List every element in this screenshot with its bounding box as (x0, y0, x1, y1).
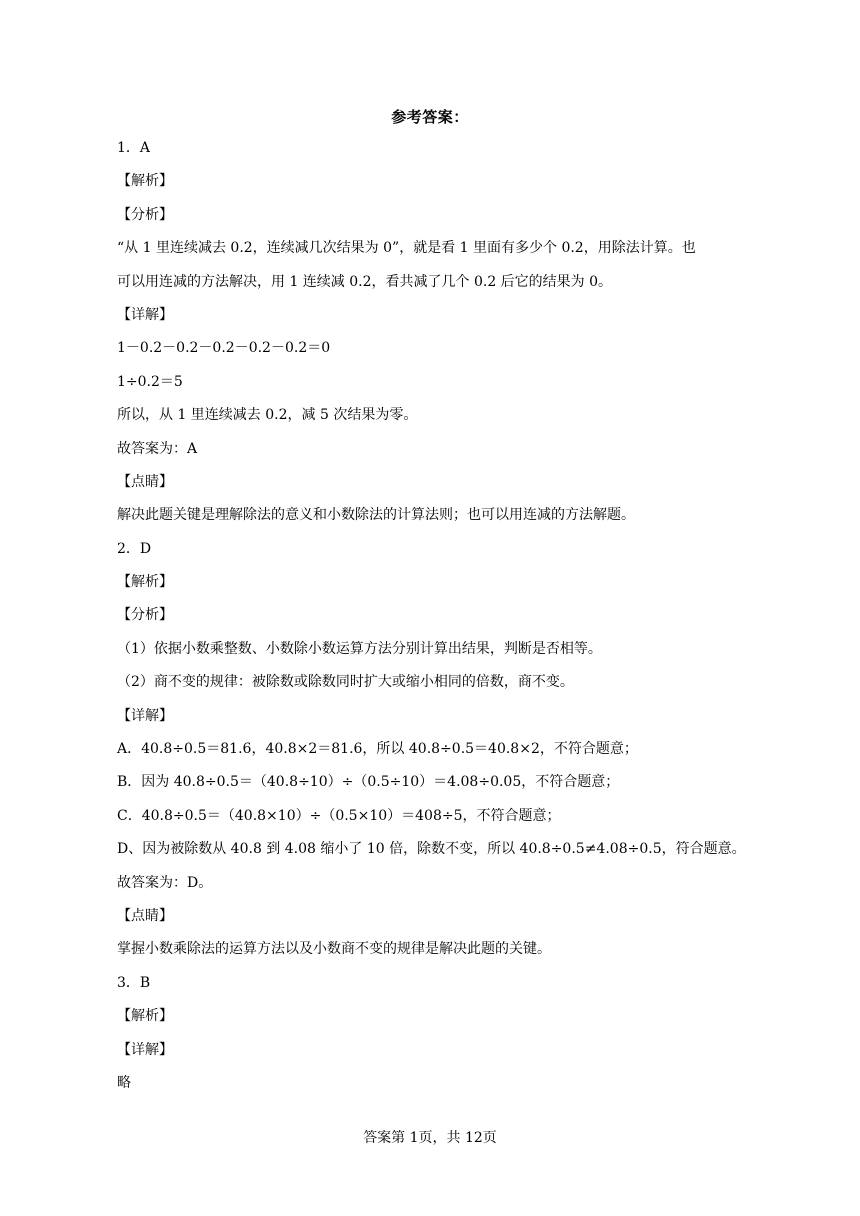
analysis-text: “从 1 里连续减去 0.2，连续减几次结果为 0”，就是看 1 里面有多少个 0.2，用除法计算。也 (117, 240, 696, 257)
key-point-text: 掌握小数乘除法的运算方法以及小数商不变的规律是解决此题的关键。 (117, 941, 551, 958)
question-1-answer: 1．A (117, 140, 151, 156)
analysis-text: （1）依据小数乘整数、小数除小数运算方法分别计算出结果，判断是否相等。 (117, 640, 602, 657)
section-heading-jiexi: 【解析】 (117, 173, 173, 190)
analysis-text: （2）商不变的规律：被除数或除数同时扩大或缩小相同的倍数，商不变。 (117, 674, 574, 691)
detail-text: 略 (117, 1074, 131, 1091)
section-heading-jiexi: 【解析】 (117, 1008, 173, 1025)
section-heading-dianjing: 【点睛】 (117, 473, 173, 490)
option-a-text: A．40.8÷0.5＝81.6，40.8×2＝81.6，所以 40.8÷0.5＝40.8×2，不符合题意； (117, 741, 638, 758)
option-d-text: D、因为被除数从 40.8 到 4.08 缩小了 10 倍，除数不变，所以 40.8÷0.5≠4.08÷0.5，符合题意。 (117, 841, 746, 858)
page-title: 参考答案： (391, 108, 469, 126)
section-heading-dianjing: 【点睛】 (117, 907, 173, 924)
answer-statement: 故答案为：D。 (117, 874, 213, 891)
section-heading-fenxi: 【分析】 (117, 607, 173, 624)
question-3-answer: 3．B (117, 974, 151, 991)
explanation-text: 所以，从 1 里连续减去 0.2，减 5 次结果为零。 (117, 407, 418, 424)
section-heading-fenxi: 【分析】 (117, 206, 173, 223)
equation-line: 1－0.2－0.2－0.2－0.2－0.2＝0 (117, 340, 331, 357)
key-point-text: 解决此题关键是理解除法的意义和小数除法的计算法则；也可以用连减的方法解题。 (117, 507, 635, 524)
answer-statement: 故答案为：A (117, 440, 198, 457)
answer-content (117, 132, 757, 1100)
section-heading-jiexi: 【解析】 (117, 574, 173, 591)
section-heading-xiangjie: 【详解】 (117, 306, 173, 323)
section-heading-xiangjie: 【详解】 (117, 707, 173, 724)
analysis-text-continued: 可以用连减的方法解决，用 1 连续减 0.2，看共减了几个 0.2 后它的结果为 0。 (117, 273, 613, 290)
option-c-text: C．40.8÷0.5＝（40.8×10）÷（0.5×10）＝408÷5，不符合题意； (117, 807, 561, 824)
option-b-text: B．因为 40.8÷0.5＝（40.8÷10）÷（0.5÷10）＝4.08÷0.05，不符合题意； (117, 774, 620, 791)
question-2-answer: 2．D (117, 540, 152, 557)
section-heading-xiangjie: 【详解】 (117, 1041, 173, 1058)
equation-line: 1÷0.2＝5 (117, 373, 183, 390)
page-footer: 答案第 1页，共 12页 (363, 1130, 497, 1146)
